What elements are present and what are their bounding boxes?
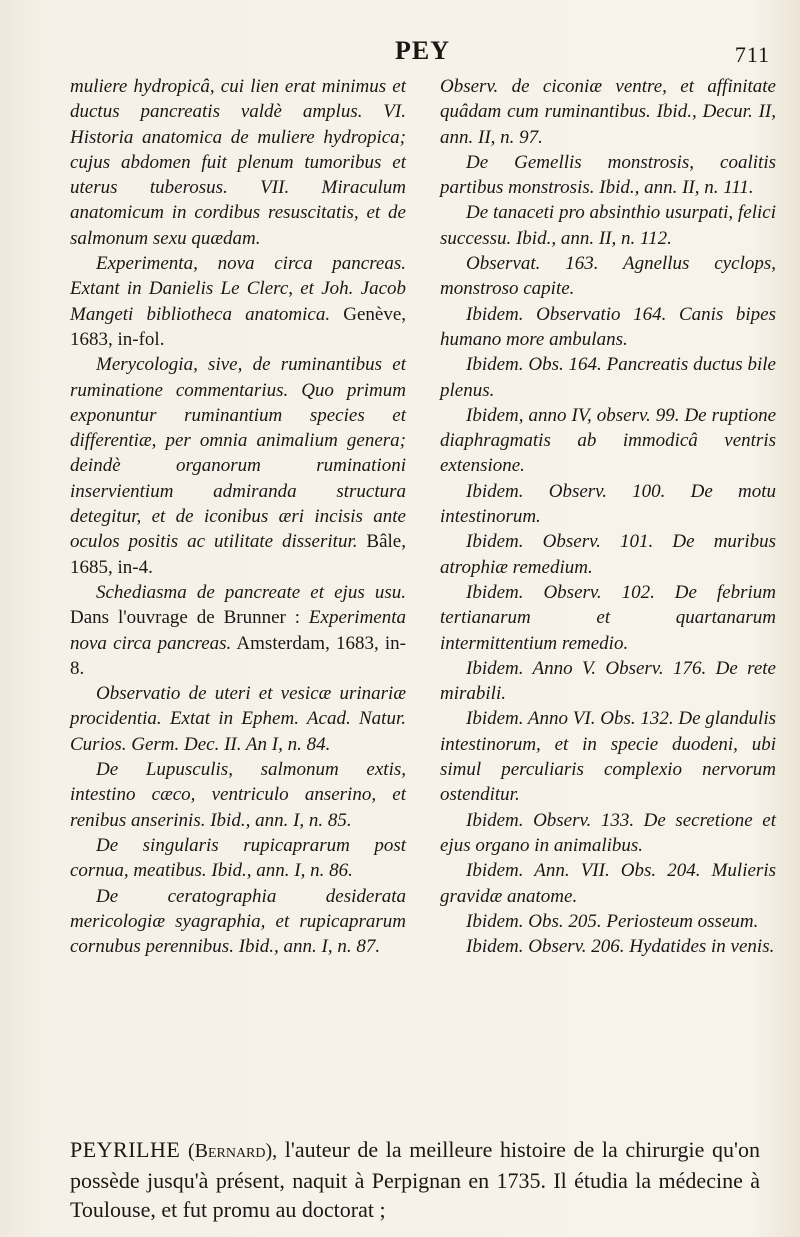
left-column	[70, 74, 406, 1094]
right-column-entry-title: Ibidem. Anno VI. Obs. 132. De glandulis intestinorum, et in specie duodeni, ubi simul perculiaris complexio nervorum ostenditur.	[440, 708, 776, 806]
right-column-entry-title: Ibidem. Observatio 164. Canis bipes humano more ambulans.	[440, 303, 776, 350]
right-column	[440, 74, 776, 1094]
biography-name: PEYRILHE	[70, 1137, 181, 1162]
right-column-entry-title: Ibidem. Anno V. Observ. 176. De rete mirabili.	[440, 657, 776, 705]
left-column-entry-title: Observatio de uteri et vesicæ urinariæ procidentia. Extat in Ephem. Acad. Natur. Curios. Germ. Dec. II. An I, n. 84.	[70, 683, 406, 755]
right-column-entry-title: Ibidem. Obs. 164. Pancreatis ductus bile plenus.	[440, 354, 776, 401]
right-column-entry	[440, 74, 776, 150]
right-column-entry	[440, 302, 776, 353]
right-column-entry	[440, 150, 776, 201]
right-column-entry-title: Observat. 163. Agnellus cyclops, monstroso capite.	[440, 253, 776, 300]
left-column-entry-title: De ceratographia desiderata mericologiæ syagraphia, et rupicaprarum cornubus perennibus. Ibid., ann. I, n. 87.	[70, 885, 406, 958]
left-column-entry-title: De singularis rupicaprarum post cornua, meatibus. Ibid., ann. I, n. 86.	[70, 834, 406, 882]
right-column-entry-title: Ibidem. Observ. 206. Hydatides in venis.	[466, 936, 775, 958]
left-column-entry-title: muliere hydropicâ, cui lien erat minimus et ductus pancreatis valdè amplus. VI. Historia anatomica de muliere hydropica; cujus abdomen fuit plenum tumoribus et uterus tuberosus. VII. Miraculum anatomicum in cordibus resuscitatis, et de salmonum sexu quædam.	[70, 76, 406, 249]
left-column-entry-imprint: Bâle, 1685, in-4.	[70, 531, 406, 578]
right-column-entry	[440, 352, 776, 403]
right-column-entry	[440, 656, 776, 707]
two-column-body	[70, 74, 776, 1094]
right-column-entry-title: Ibidem. Observ. 133. De secretione et ejus organo in animalibus.	[440, 809, 776, 856]
right-column-entry	[440, 808, 776, 859]
left-column-entry	[70, 580, 406, 681]
right-column-entry-title: Ibidem. Ann. VII. Obs. 204. Mulieris gravidæ anatome.	[440, 860, 776, 907]
right-column-entry-title: Ibidem. Observ. 100. De motu intestinorum.	[440, 480, 776, 528]
left-column-entry-imprint: Dans l'ouvrage de Brunner :	[70, 607, 309, 629]
biography-paragraph	[70, 1135, 760, 1224]
right-column-entry	[440, 403, 776, 479]
running-head: PEY	[395, 36, 450, 65]
right-column-entry-title: Ibidem. Observ. 102. De febrium tertianarum et quartanarum intermittentium remedio.	[440, 581, 776, 654]
left-column-entry-title: Schediasma de pancreate et ejus usu.	[96, 581, 406, 603]
left-column-entry	[70, 74, 406, 251]
right-column-entry	[440, 479, 776, 530]
right-column-entry-title: De Gemellis monstrosis, coalitis partibus monstrosis. Ibid., ann. II, n. 111.	[440, 151, 776, 199]
left-column-entry	[70, 251, 406, 352]
left-column-entry	[70, 833, 406, 884]
right-column-entry-title: Observ. de ciconiæ ventre, et affinitate quâdam cum ruminantibus. Ibid., Decur. II, ann. II, n. 97.	[440, 76, 776, 148]
biography-text: l'auteur de la meilleure histoire de la chirurgie qu'on possède jusqu'à présent, naquit à Perpignan en 1735. Il étudia la médecine à Toulouse, et fut promu au doctorat ;	[70, 1137, 760, 1222]
right-column-entry	[440, 706, 776, 807]
left-column-entry-title: Experimenta nova circa pancreas.	[70, 607, 406, 654]
right-column-entry	[440, 529, 776, 580]
right-column-entry-title: Ibidem. Obs. 205. Periosteum osseum.	[466, 910, 759, 932]
page-number: 711	[734, 42, 770, 67]
left-column-entry	[70, 884, 406, 960]
right-column-entry	[440, 200, 776, 251]
left-column-entry	[70, 757, 406, 833]
left-column-entry-imprint: Amsterdam, 1683, in-8.	[70, 632, 407, 679]
right-column-entry-title: Ibidem, anno IV, observ. 99. De ruptione diaphragmatis ab immodicâ ventris extensione.	[440, 404, 776, 477]
right-column-entry	[440, 858, 776, 909]
left-column-entry-title: Merycologia, sive, de ruminantibus et ruminatione commentarius. Quo primum exponuntur ruminantium species et differentiæ, per omnia animalium genera; deindè organorum ruminationi inservientium admiranda structura detegitur, et de iconibus æri incisis ante oculos positis ac utilitate disseritur.	[70, 354, 406, 553]
biography-given-name: (Bernard),	[187, 1140, 278, 1162]
right-column-entry	[440, 251, 776, 302]
right-column-entry	[440, 580, 776, 656]
left-column-entry-title: Experimenta, nova circa pancreas. Extant in Danielis Le Clerc, et Joh. Jacob Mangeti bibliotheca anatomica.	[70, 253, 406, 325]
left-column-entry	[70, 352, 406, 580]
right-column-entry	[440, 934, 776, 959]
left-column-entry	[70, 681, 406, 757]
right-column-entry-title: De tanaceti pro absinthio usurpati, felici successu. Ibid., ann. II, n. 112.	[440, 202, 776, 249]
right-column-entry-title: Ibidem. Observ. 101. De muribus atrophiæ remedium.	[440, 531, 776, 578]
page-header	[0, 36, 800, 76]
left-column-entry-imprint: Genève, 1683, in-fol.	[70, 303, 406, 350]
right-column-entry	[440, 909, 776, 934]
left-column-entry-title: De Lupusculis, salmonum extis, intestino cæco, ventriculo anserino, et renibus anserinis. Ibid., ann. I, n. 85.	[70, 759, 406, 831]
